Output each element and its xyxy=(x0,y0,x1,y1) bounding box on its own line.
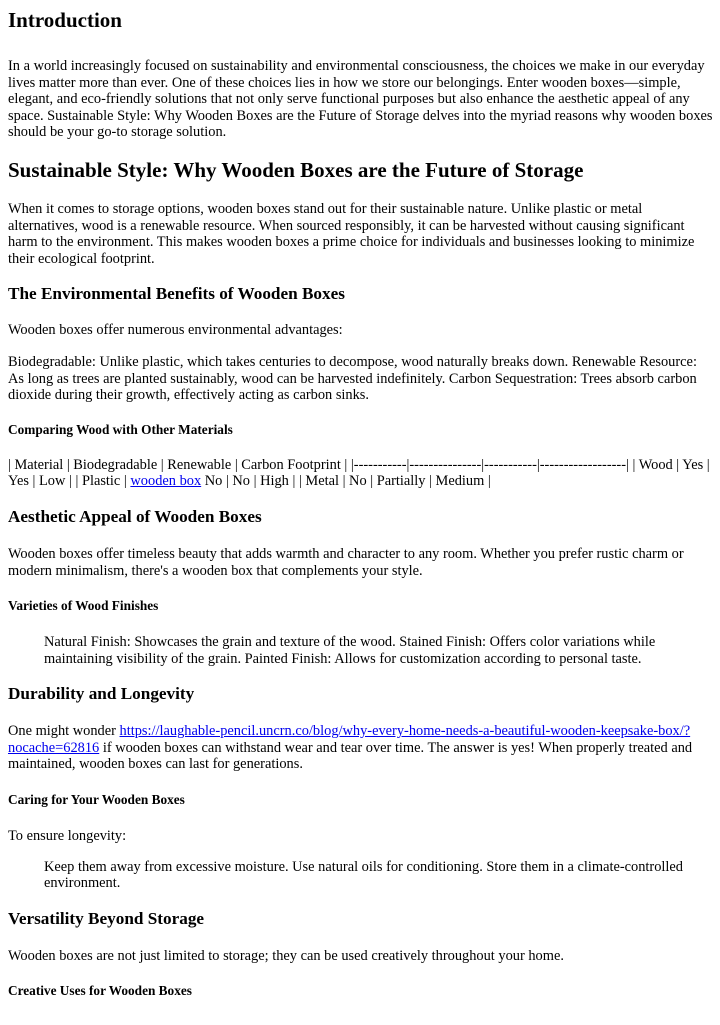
main-heading: Sustainable Style: Why Wooden Boxes are the Future of Storage xyxy=(8,157,584,182)
environmental-benefits-intro: Wooden boxes offer numerous environmental advantages: xyxy=(8,322,343,339)
intro-paragraph: In a world increasingly focused on sustainability and environmental consciousness, the choices we make in our everyday lives matter more than ever. One of these choices lies in how we store our belongings. Enter wooden boxes—simple, elegant, and eco-friendly solutions that not only serve functional purposes but also enhance the aesthetic appeal of any space. Sustainable Style: Why Wooden Boxes are the Future of Storage delves into the myriad reasons why wooden boxes should be your go-to storage solution. xyxy=(8,58,713,141)
wooden-box-link[interactable]: wooden box xyxy=(130,473,202,490)
main-paragraph: When it comes to storage options, wooden boxes stand out for their sustainable nature. Unlike plastic or metal alternatives, wood is a renewable resource. When sourced responsibly, it can be harvested without causing significant harm to the environment. This makes wooden boxes a prime choice for individuals and businesses looking to minimize their ecological footprint. xyxy=(8,200,695,267)
durability-paragraph xyxy=(8,723,714,773)
durability-heading: Durability and Longevity xyxy=(8,684,195,704)
versatility-paragraph: Wooden boxes are not just limited to storage; they can be used creatively throughout your home. xyxy=(8,947,564,964)
durability-text-before: One might wonder xyxy=(8,723,120,740)
wood-finishes-heading: Varieties of Wood Finishes xyxy=(8,598,159,614)
comparing-materials-heading: Comparing Wood with Other Materials xyxy=(8,421,233,437)
article xyxy=(0,8,720,999)
environmental-benefits-heading: The Environmental Benefits of Wooden Boxes xyxy=(8,284,345,304)
durability-text-after: if wooden boxes can withstand wear and tear over time. The answer is yes! When properly treated and maintained, wooden boxes can last for generations. xyxy=(8,739,693,773)
materials-table-text xyxy=(8,457,714,490)
wood-finishes-list: Natural Finish: Showcases the grain and texture of the wood. Stained Finish: Offers color variations while maintaining visibility of the grain. Painted Finish: Allows for customization according to personal taste. xyxy=(44,634,656,667)
caring-heading: Caring for Your Wooden Boxes xyxy=(8,792,185,808)
materials-table-text-before: | Material | Biodegradable | Renewable | Carbon Footprint | |-----------|---------------|-----------|------------------| | Wood | Yes | Yes | Low | | Plastic | xyxy=(8,456,710,490)
versatility-heading: Versatility Beyond Storage xyxy=(8,908,205,928)
environmental-benefits-list: Biodegradable: Unlike plastic, which takes centuries to decompose, wood naturally breaks down. Renewable Resource: As long as trees are planted sustainably, wood can be harvested indefinitely. Carbon Sequestration: Trees absorb carbon dioxide during their growth, effectively acting as carbon sinks. xyxy=(8,353,697,404)
aesthetic-appeal-heading: Aesthetic Appeal of Wooden Boxes xyxy=(8,506,262,526)
caring-intro: To ensure longevity: xyxy=(8,828,127,845)
creative-uses-heading: Creative Uses for Wooden Boxes xyxy=(8,983,192,999)
materials-table-text-after: No | No | High | | Metal | No | Partially | Medium | xyxy=(201,473,491,490)
caring-list: Keep them away from excessive moisture. Use natural oils for conditioning. Store them in a climate-controlled environment. xyxy=(44,858,683,892)
intro-heading: Introduction xyxy=(8,8,122,32)
aesthetic-appeal-paragraph: Wooden boxes offer timeless beauty that adds warmth and character to any room. Whether you prefer rustic charm or modern minimalism, there's a wooden box that complements your style. xyxy=(8,545,684,579)
keepsake-box-link[interactable]: https://laughable-pencil.uncrn.co/blog/why-every-home-needs-a-beautiful-wooden-keepsake-box/?nocache=62816 xyxy=(8,723,691,756)
